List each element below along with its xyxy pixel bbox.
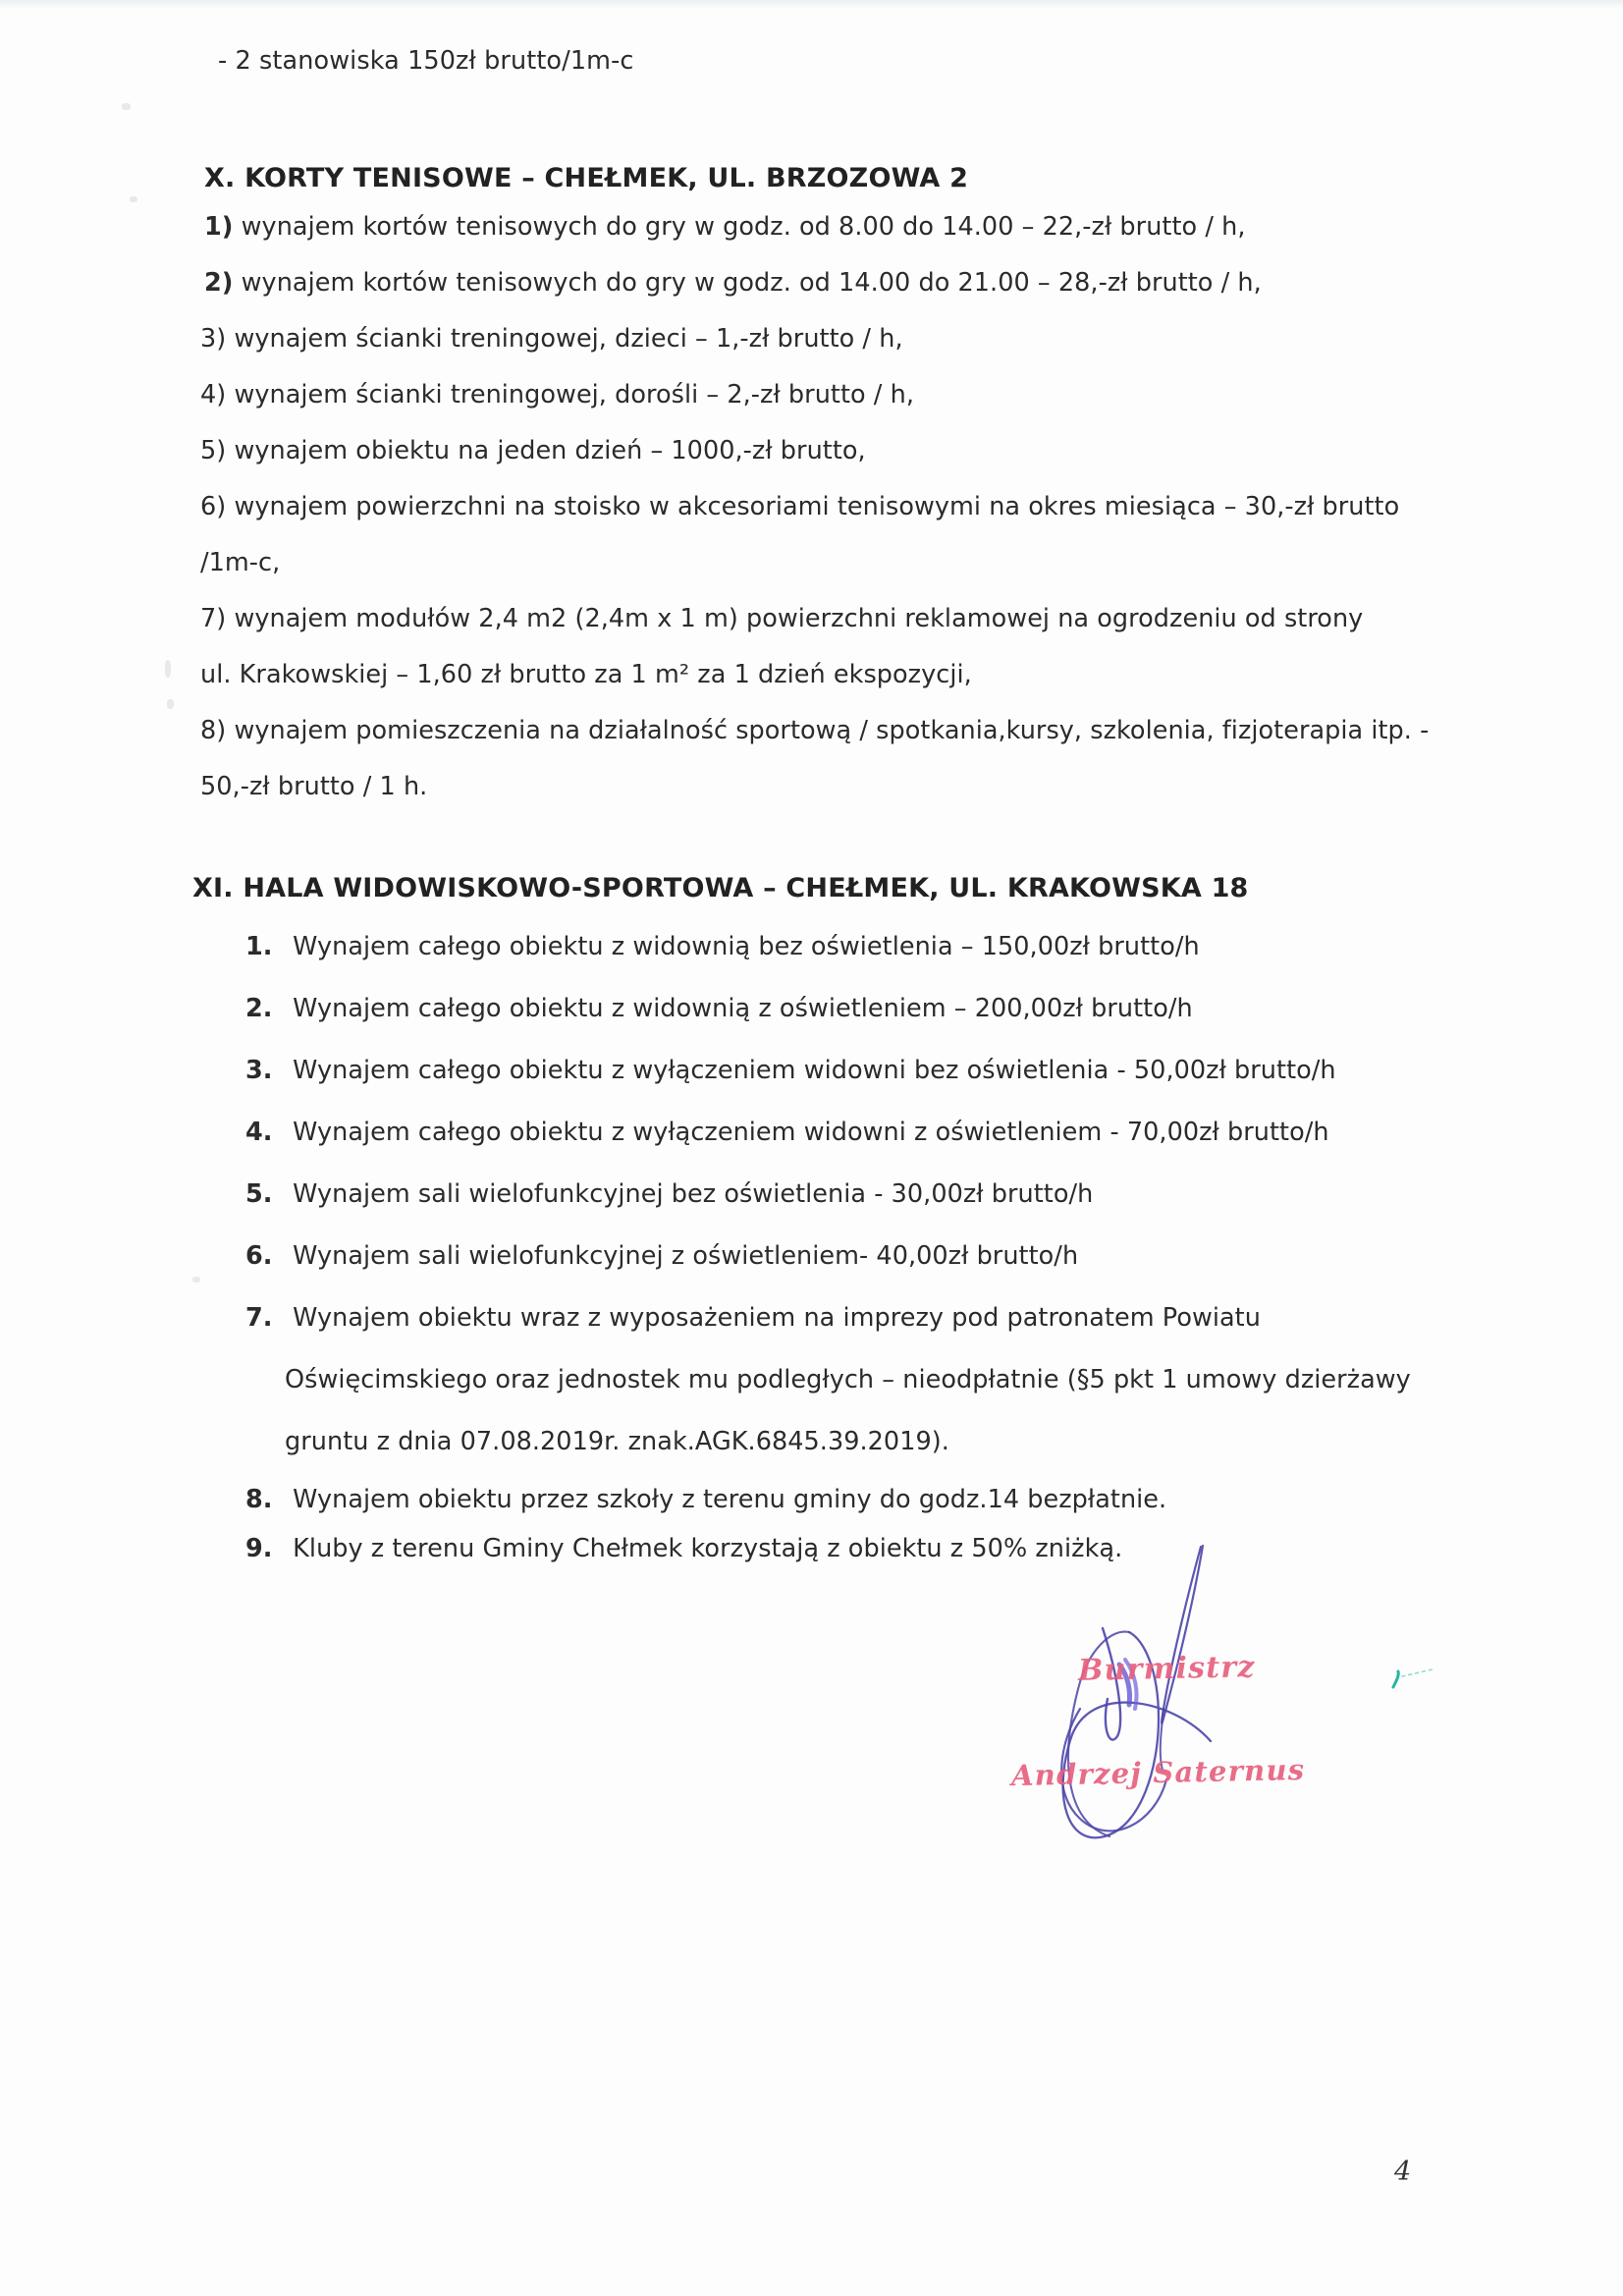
list-text: wynajem kortów tenisowych do gry w godz. od 8.00 do 14.00 – 22,-zł brutto / h,: [241, 212, 1246, 242]
list-text: wynajem modułów 2,4 m2 (2,4m x 1 m) powierzchni reklamowej na ogrodzeniu od strony: [234, 604, 1364, 633]
list-marker: 7): [200, 604, 227, 633]
scan-speck: [167, 699, 174, 709]
list-text: wynajem kortów tenisowych do gry w godz. od 14.00 do 21.00 – 28,-zł brutto / h,: [241, 268, 1262, 298]
list-marker: 8.: [245, 1485, 273, 1514]
list-item: [245, 932, 1200, 961]
list-marker: 1.: [245, 932, 273, 961]
list-item: [200, 492, 1399, 523]
list-item: [200, 436, 866, 467]
teal-ink-mark: [1389, 1667, 1448, 1695]
list-text: Wynajem sali wielofunkcyjnej bez oświetlenia - 30,00zł brutto/h: [293, 1179, 1094, 1209]
list-text: Wynajem całego obiektu z widownią bez oświetlenia – 150,00zł brutto/h: [293, 932, 1200, 961]
page-number: 4: [1394, 2157, 1412, 2187]
list-item: [245, 1241, 1078, 1271]
list-item: [245, 1179, 1093, 1209]
list-marker: 6.: [245, 1241, 273, 1271]
list-item: [245, 1485, 1166, 1514]
list-marker: 9.: [245, 1534, 273, 1563]
list-item: [200, 604, 1363, 635]
list-text: wynajem powierzchni na stoisko w akcesoriami tenisowymi na okres miesiąca – 30,-zł brutto: [234, 492, 1400, 521]
list-item: [245, 1118, 1329, 1147]
list-text: wynajem ścianki treningowej, dorośli – 2,-zł brutto / h,: [234, 380, 914, 410]
stamp-name: Andrzej Saternus: [1010, 1752, 1306, 1793]
list-marker: 4): [200, 380, 227, 410]
list-marker: 4.: [245, 1118, 273, 1147]
list-item: [204, 268, 1262, 300]
list-item-continuation: /1m-c,: [200, 548, 281, 577]
list-item-continuation: 50,-zł brutto / 1 h.: [200, 772, 428, 801]
scan-speck: [122, 103, 131, 110]
stamp-title: Burmistrz: [1077, 1650, 1256, 1688]
list-item-continuation: Oświęcimskiego oraz jednostek mu podległych – nieodpłatnie (§5 pkt 1 umowy dzierżawy: [285, 1365, 1411, 1394]
list-marker: 2.: [245, 994, 273, 1023]
list-marker: 6): [200, 492, 227, 521]
list-text: Kluby z terenu Gminy Chełmek korzystają z obiektu z 50% zniżką.: [293, 1534, 1123, 1563]
list-item-continuation: gruntu z dnia 07.08.2019r. znak.AGK.6845.39.2019).: [285, 1427, 949, 1456]
list-marker: 5.: [245, 1179, 273, 1209]
list-text: Wynajem całego obiektu z wyłączeniem widowni bez oświetlenia - 50,00zł brutto/h: [293, 1056, 1336, 1085]
list-marker: 8): [200, 716, 227, 745]
scan-speck: [130, 196, 137, 202]
list-text: wynajem obiektu na jeden dzień – 1000,-zł brutto,: [234, 436, 866, 465]
list-item: [200, 324, 903, 355]
list-text: Wynajem obiektu wraz z wyposażeniem na imprezy pod patronatem Powiatu: [293, 1303, 1261, 1333]
list-item: [245, 1303, 1261, 1333]
list-text: Wynajem obiektu przez szkoły z terenu gminy do godz.14 bezpłatnie.: [293, 1485, 1167, 1514]
scan-speck: [192, 1277, 200, 1283]
list-marker: 5): [200, 436, 227, 465]
list-item-continuation: ul. Krakowskiej – 1,60 zł brutto za 1 m² za 1 dzień ekspozycji,: [200, 660, 972, 689]
section-heading-x: X. KORTY TENISOWE – CHEŁMEK, UL. BRZOZOWA 2: [204, 163, 969, 193]
list-marker: 1): [204, 212, 234, 242]
list-text: Wynajem całego obiektu z wyłączeniem widowni z oświetleniem - 70,00zł brutto/h: [293, 1118, 1329, 1147]
list-item: [200, 716, 1429, 747]
list-text: wynajem pomieszczenia na działalność sportową / spotkania,kursy, szkolenia, fizjoterapia itp. -: [234, 716, 1430, 745]
list-marker: 3): [200, 324, 227, 354]
scan-edge-artifact: [0, 0, 1623, 9]
list-text: Wynajem sali wielofunkcyjnej z oświetleniem- 40,00zł brutto/h: [293, 1241, 1079, 1271]
scan-speck: [165, 660, 171, 678]
list-item: [245, 994, 1193, 1023]
list-marker: 3.: [245, 1056, 273, 1085]
list-text: Wynajem całego obiektu z widownią z oświetleniem – 200,00zł brutto/h: [293, 994, 1193, 1023]
list-item: [200, 380, 914, 411]
section-heading-xi: XI. HALA WIDOWISKOWO-SPORTOWA – CHEŁMEK, UL. KRAKOWSKA 18: [192, 873, 1249, 903]
list-text: wynajem ścianki treningowej, dzieci – 1,-zł brutto / h,: [234, 324, 903, 354]
list-item: [245, 1056, 1336, 1085]
list-item: [204, 212, 1246, 244]
list-marker: 7.: [245, 1303, 273, 1333]
carryover-line: - 2 stanowiska 150zł brutto/1m-c: [218, 46, 634, 76]
list-marker: 2): [204, 268, 234, 298]
